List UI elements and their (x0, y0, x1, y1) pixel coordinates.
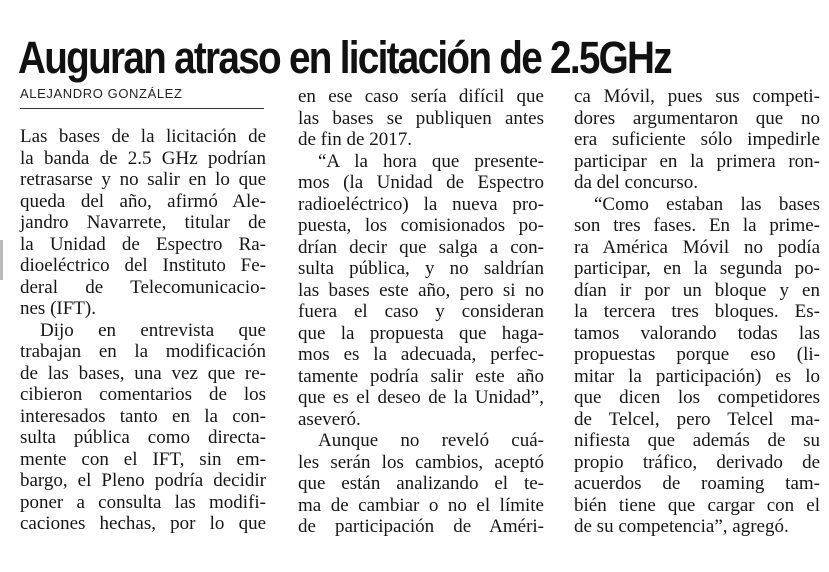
article-column-3 (574, 86, 820, 538)
text-line: drían decir que salga a con- (298, 236, 544, 258)
text-line: bargo, el Pleno podría decidir (20, 470, 266, 491)
text-line: propio tráfico, derivado de (574, 451, 820, 473)
text-line: interesados tanto en la con- (20, 405, 266, 427)
text-line: acuerdos de roaming tam- (574, 473, 820, 494)
text-line: que es el deseo de la Unidad”, (298, 387, 544, 408)
text-line: bién tiene que cargar con el (574, 494, 820, 516)
text-line: ca Móvil, pues sus competi- (574, 86, 820, 107)
text-line: “Como estaban las bases (594, 193, 820, 215)
byline-divider (20, 108, 264, 109)
text-line: trabajan en la modificación (20, 341, 266, 362)
text-line: la Unidad de Espectro Ra- (20, 233, 266, 255)
text-line: puesta, los comisionados po- (298, 215, 544, 236)
text-line: aseveró. (298, 408, 361, 430)
text-line: era suficiente sólo impedirle (574, 129, 820, 150)
text-line: caciones hechas, por lo que (20, 513, 266, 534)
text-line: mos (la Unidad de Espectro (298, 172, 544, 193)
text-line: la banda de 2.5 GHz podrían (20, 147, 266, 169)
byline: ALEJANDRO GONZÁLEZ (20, 86, 183, 101)
article-column-2 (298, 86, 544, 538)
text-line: de las bases, una vez que re- (20, 362, 266, 384)
text-line: tamente podría salir este año (298, 365, 544, 387)
text-line: Aunque no reveló cuá- (318, 430, 544, 451)
text-line: retrasarse y no salir en lo que (20, 169, 266, 190)
text-line: en ese caso sería difícil que (298, 86, 544, 107)
text-line: participar en la primera ron- (574, 150, 820, 172)
text-line: de Telcel, pero Telcel ma- (574, 408, 820, 430)
text-line: nes (IFT). (20, 298, 96, 319)
text-line: Dijo en entrevista que (40, 319, 266, 341)
text-line: cibieron comentarios de los (20, 384, 266, 405)
text-line: mitar la participación) es lo (574, 365, 820, 387)
text-line: ra América Móvil no podía (574, 236, 820, 258)
text-line: Las bases de la licitación de (20, 126, 266, 147)
text-line: radioeléctrico) la nueva pro- (298, 193, 544, 215)
article-column-1 (20, 126, 266, 535)
text-line: mos es la adecuada, perfec- (298, 344, 544, 365)
text-line: sulta pública, y no saldrían (298, 258, 544, 279)
text-line: las bases se publiquen antes (298, 107, 544, 129)
text-line: queda del año, afirmó Ale- (20, 190, 266, 212)
text-line: da del concurso. (574, 172, 698, 193)
text-line: la tercera tres bloques. Es- (574, 301, 820, 322)
text-line: de participación de Améri- (298, 516, 544, 537)
text-line: propuestas porque eso (li- (574, 344, 820, 365)
text-line: mente con el IFT, sin em- (20, 448, 266, 470)
text-line: las bases este año, pero si no (298, 279, 544, 301)
text-line: de su competencia”, agregó. (574, 516, 789, 537)
text-line: participar, en la segunda po- (574, 258, 820, 279)
text-line: les serán los cambios, aceptó (298, 451, 544, 473)
text-line: dioeléctrico del Instituto Fe- (20, 255, 266, 276)
text-line: poner a consulta las modifi- (20, 491, 266, 513)
text-line: “A la hora que presente- (318, 150, 544, 172)
article-headline: Auguran atraso en licitación de 2.5GHz (18, 32, 671, 84)
text-line: nifiesta que además de su (574, 430, 820, 451)
text-line: sulta pública como directa- (20, 427, 266, 448)
text-line: dores argumentaron que no (574, 107, 820, 129)
text-line: tamos valorando todas las (574, 322, 820, 344)
text-line: dían ir por un bloque y en (574, 279, 820, 301)
text-line: ma de cambiar o no el límite (298, 494, 544, 516)
text-line: que la propuesta que haga- (298, 322, 544, 344)
text-line: son tres fases. En la prime- (574, 215, 820, 236)
text-line: que dicen los competidores (574, 387, 820, 408)
scan-edge-mark (0, 240, 3, 280)
text-line: deral de Telecomunicacio- (20, 276, 266, 298)
text-line: fuera el caso y consideran (298, 301, 544, 322)
text-line: que están analizando el te- (298, 473, 544, 494)
text-line: de fin de 2017. (298, 129, 412, 150)
text-line: jandro Navarrete, titular de (20, 212, 266, 233)
